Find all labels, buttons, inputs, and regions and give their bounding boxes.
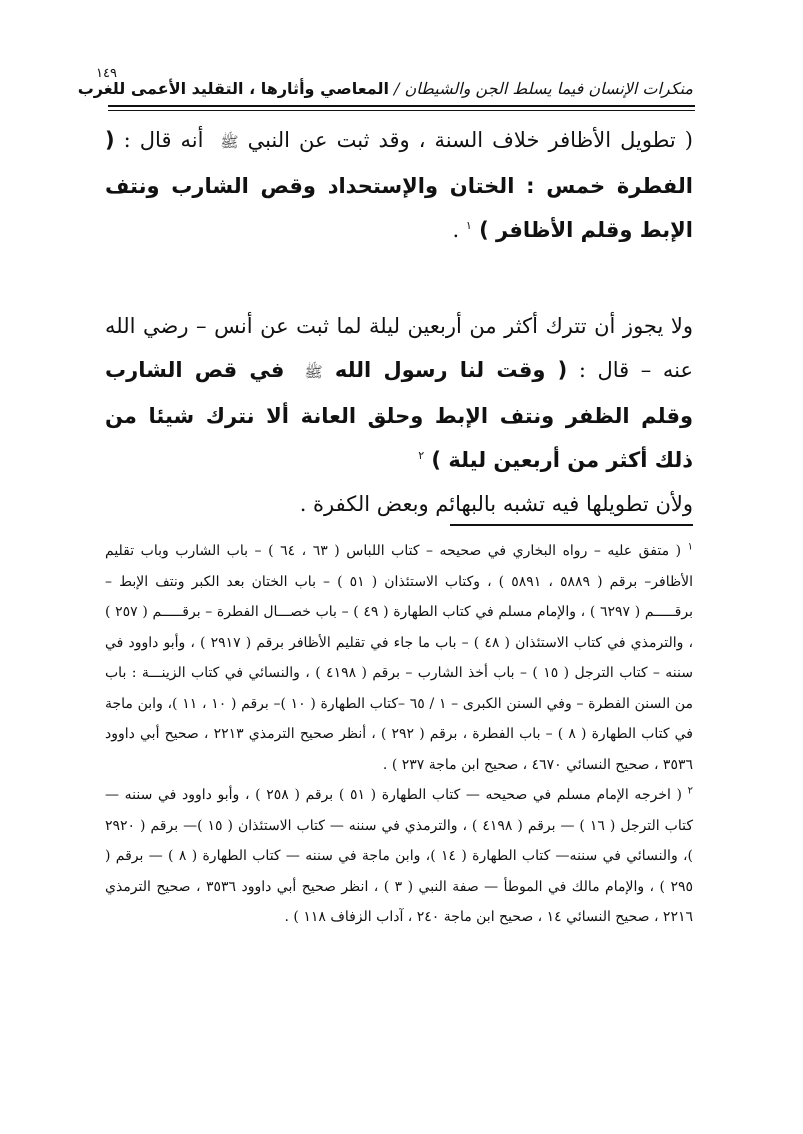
footnote-2-text: ( اخرجه الإمام مسلم في صحيحه — كتاب الطهارة ( ٥١ ) برقم ( ٢٥٨ ) ، وأبو داوود في سننه — كتاب الترجل ( ١٦ ) — برقم ( ٤١٩٨ ) ، والترمذي في سننه — كتاب الاستئذان ( ١٥ )— برقم ( ٢٩٢٠ )، والنسائي في سننه— كتاب الطهارة ( ١٤ )، وابن ماجة في سننه — كتاب الطهارة ( ٨ ) — برقم ( ٢٩٥ ) ، والإمام مالك في الموطأ — صفة النبي ( ٣ ) ، انظر صحيح أبي داوود ٣٥٣٦ ، صحيح الترمذي ٢٢١٦ ، صحيح النسائي ١٤ ، صحيح ابن ماجة ٢٤٠ ، آداب الزفاف ١١٨ ) . xyxy=(105,787,694,925)
footnote-ref-1: ١ xyxy=(465,219,472,232)
footnote-ref-2: ٢ xyxy=(418,449,425,462)
running-header xyxy=(77,76,693,102)
paragraph-2 xyxy=(105,304,693,526)
footnote-1-number: ١ xyxy=(687,541,693,553)
paragraph-1-intro-end: أنه قال : xyxy=(114,128,213,152)
paragraph-2-ending: ولأن تطويلها فيه تشبه بالبهائم وبعض الكفرة . xyxy=(299,492,693,516)
header-chapter-title: المعاصي وأثارها ، التقليد الأعمى للغرب xyxy=(77,79,389,98)
paragraph-1-intro: ( تطويل الأظافر خلاف السنة ، وقد ثبت عن النبي xyxy=(238,128,693,152)
paragraph-1 xyxy=(105,118,693,252)
header-divider xyxy=(108,105,695,111)
hadith-quote-2-rest: في قص الشارب وقلم الظفر ونتف الإبط وحلق العانة ألا نترك شيئا من ذلك أكثر من أربعين ليلة ) xyxy=(105,358,693,472)
header-book-title: منكرات الإنسان فيما يسلط الجن والشيطان / xyxy=(388,79,693,98)
page-number: ١٤٩ xyxy=(96,66,117,81)
footnote-divider xyxy=(450,524,693,526)
footnotes xyxy=(105,536,693,933)
salawat-glyph: ﷺ xyxy=(220,133,239,151)
salawat-glyph: ﷺ xyxy=(304,363,323,381)
hadith-quote-1: ( الفطرة خمس : الختان والإستحداد وقص الشارب ونتف الإبط وقلم الأظافر ) xyxy=(105,128,693,242)
paragraph-2-intro: ولا يجوز أن تترك أكثر من أربعين ليلة لما ثبت عن أنس – رضي الله عنه – قال : xyxy=(105,314,693,382)
footnote-1-text: ( متفق عليه – رواه البخاري في صحيحه – كتاب اللباس ( ٦٣ ، ٦٤ ) – باب الشارب وباب تقليم الأظافر– برقم ( ٥٨٨٩ ، ٥٨٩١ ) ، وكتاب الاستئذان ( ٥١ ) – باب الختان بعد الكبر ونتف الإبط – برقـــــم ( ٦٢٩٧ ) ، والإمام مسلم في كتاب الطهارة ( ٤٩ ) – باب خصـــال الفطرة – برقـــــم ( ٢٥٧ ) ، والترمذي في كتاب الاستئذان ( ٤٨ ) – باب ما جاء في تقليم الأظافر برقم ( ٢٩١٧ ) ، وأبو داوود في سننه – كتاب الترجل ( ١٥ ) – باب أخذ الشارب – برقم ( ٤١٩٨ ) ، والنسائي في كتاب الزينـــة : باب من السنن الفطرة – وفي السنن الكبرى – ١ / ٦٥ –كتاب الطهارة ( ١٠ )– برقم ( ١٠ ، ١١ )، وابن ماجة في كتاب الطهارة ( ٨ ) – باب الفطرة ، برقم ( ٢٩٢ ) ، أنظر صحيح الترمذي ٢٢١٣ ، صحيح أبي داوود ٣٥٣٦ ، صحيح النسائي ٤٦٧٠ ، صحيح ابن ماجة ٢٣٧ ) . xyxy=(105,543,694,773)
footnote-2-number: ٢ xyxy=(687,785,694,797)
paragraph-1-ending: . xyxy=(452,218,466,242)
hadith-quote-2-start: ( وقت لنا رسول الله xyxy=(322,358,568,382)
footnote-1 xyxy=(105,536,693,780)
footnote-2 xyxy=(105,780,693,933)
